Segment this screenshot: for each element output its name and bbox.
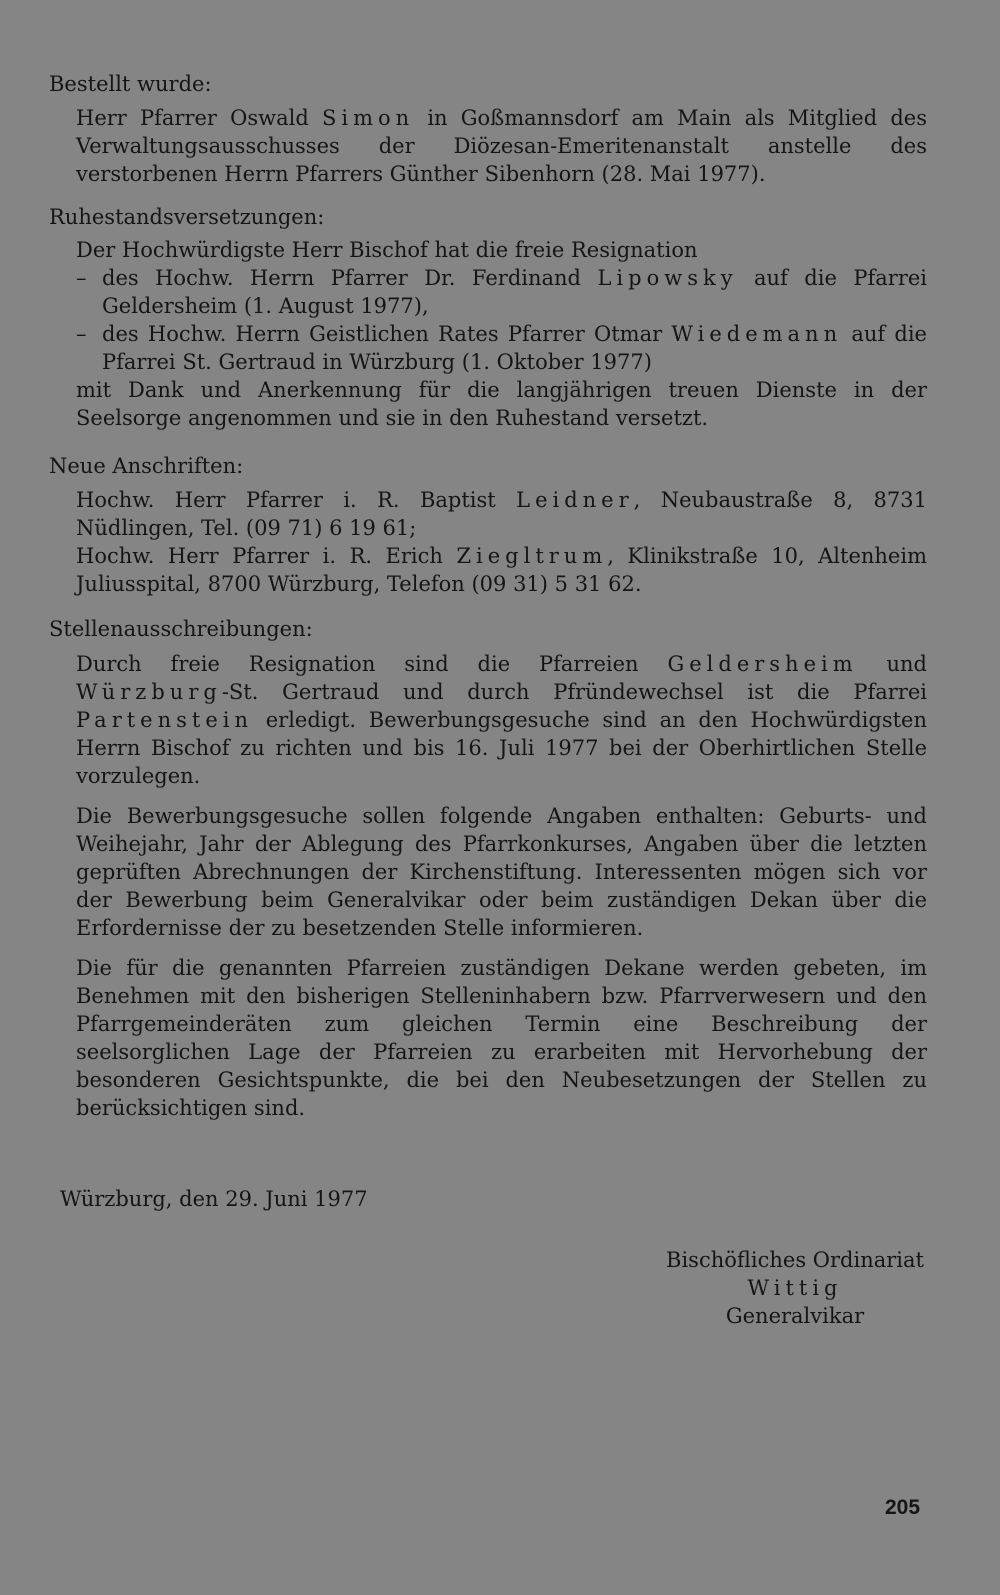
section-body-bestellt bbox=[76, 104, 927, 188]
text-fragment: -St. Gertraud und durch Pfründewechsel ist die Pfarrei bbox=[221, 680, 927, 704]
spaced-name: Würzburg bbox=[76, 680, 222, 704]
page-number: 205 bbox=[885, 1496, 921, 1519]
text-fragment: auf die Pfarrei Geldersheim (1. August 1977), bbox=[102, 266, 928, 318]
place-date: Würzburg, den 29. Juni 1977 bbox=[60, 1187, 368, 1211]
text-fragment: und bbox=[857, 652, 927, 676]
ruhestand-item bbox=[76, 320, 927, 376]
dash-bullet: – bbox=[76, 266, 87, 290]
spaced-name: Geldersheim bbox=[667, 652, 858, 676]
address-entry bbox=[76, 542, 927, 598]
text-fragment: erledigt. Bewerbungsgesuche sind an den Hochwürdigsten Herrn Bischof zu richten und bis 16. Juli 1977 bei der Oberhirtlichen Stelle vorzulegen. bbox=[76, 708, 927, 788]
signature-block bbox=[655, 1246, 935, 1330]
section-heading-stellen: Stellenausschreibungen: bbox=[49, 617, 313, 641]
text-fragment: , Klinikstraße 10, Altenheim Juliusspital, 8700 Würzburg, Telefon (09 31) 5 31 62. bbox=[76, 544, 927, 596]
ruhestand-item bbox=[76, 264, 927, 320]
text-fragment: Hochw. Herr Pfarrer i. R. Baptist bbox=[76, 488, 517, 512]
text-fragment: des Hochw. Herrn Pfarrer Dr. Ferdinand bbox=[102, 266, 598, 290]
section-heading-ruhestand: Ruhestandsversetzungen: bbox=[49, 205, 325, 229]
signature-title: Generalvikar bbox=[725, 1304, 865, 1328]
text-fragment: Durch freie Resignation sind die Pfarreien bbox=[76, 652, 668, 676]
spaced-name: Wiedemann bbox=[671, 322, 843, 346]
stellen-paragraph-2: Die Bewerbungsgesuche sollen folgende Angaben enthalten: Geburts- und Weihejahr, Jahr der Ablegung des Pfarrkonkurses, Angaben über die letzten geprüften Abrechnungen der Kirchenstiftung. Interessenten mögen sich vor der Bewerbung beim Generalvikar oder beim zuständigen Dekan über die Erfordernisse der zu besetzenden Stelle informieren. bbox=[76, 804, 927, 940]
stellen-paragraph-1 bbox=[76, 650, 927, 790]
section-body-anschriften bbox=[76, 486, 927, 598]
signature-office: Bischöfliches Ordinariat bbox=[666, 1248, 924, 1272]
signature-name: Wittig bbox=[747, 1276, 843, 1300]
text-fragment: auf die Pfarrei St. Gertraud in Würzburg (1. Oktober 1977) bbox=[102, 322, 927, 374]
text-fragment: in Goßmannsdorf am Main als Mitglied des Verwaltungsausschusses der Diözesan-Emeritenanstalt anstelle des verstorbenen Herrn Pfarrers Günther Sibenhorn (28. Mai 1977). bbox=[76, 106, 927, 186]
dash-bullet: – bbox=[76, 322, 87, 346]
spaced-name: Simon bbox=[321, 106, 415, 130]
section-heading-anschriften: Neue Anschriften: bbox=[49, 454, 244, 478]
spaced-name: Partenstein bbox=[76, 708, 254, 732]
text-fragment: , Neubaustraße 8, 8731 Nüdlingen, Tel. (09 71) 6 19 61; bbox=[76, 488, 927, 540]
stellen-paragraph-3: Die für die genannten Pfarreien zuständigen Dekane werden gebeten, im Benehmen mit den bisherigen Stelleninhabern bzw. Pfarrverwesern und den Pfarrgemeinderäten zum gleichen Termin eine Beschreibung der seelsorglichen Lage der Pfarreien zu erarbeiten mit Hervorhebung der besonderen Gesichtspunkte, die bei den Neubesetzungen der Stellen zu berücksichtigen sind. bbox=[76, 956, 927, 1120]
ruhestand-intro: Der Hochwürdigste Herr Bischof hat die freie Resignation bbox=[76, 238, 698, 262]
section-heading-bestellt: Bestellt wurde: bbox=[49, 72, 212, 96]
text-fragment: Hochw. Herr Pfarrer i. R. Erich bbox=[76, 544, 457, 568]
appointment-paragraph bbox=[76, 104, 927, 188]
section-body-stellen bbox=[76, 650, 927, 1122]
spaced-name: Ziegltrum bbox=[456, 544, 608, 568]
address-entry bbox=[76, 486, 927, 542]
spaced-name: Lipowsky bbox=[597, 266, 738, 290]
section-body-ruhestand bbox=[76, 236, 927, 432]
ruhestand-closing: mit Dank und Anerkennung für die langjährigen treuen Dienste in der Seelsorge angenommen und sie in den Ruhestand versetzt. bbox=[76, 378, 927, 430]
text-fragment: des Hochw. Herrn Geistlichen Rates Pfarrer Otmar bbox=[102, 322, 672, 346]
text-fragment: Herr Pfarrer Oswald bbox=[76, 106, 322, 130]
spaced-name: Leidner bbox=[516, 488, 634, 512]
